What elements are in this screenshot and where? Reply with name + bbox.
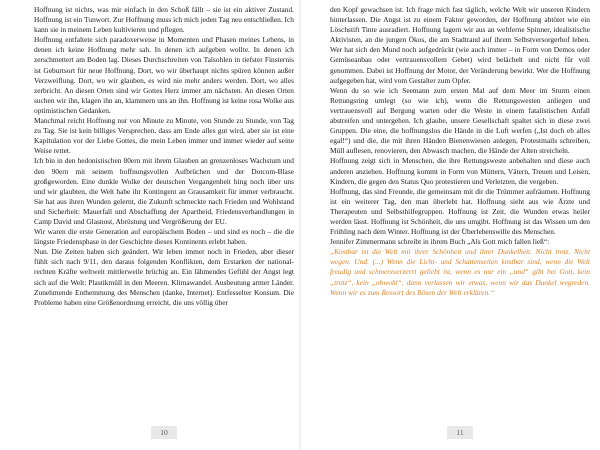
paragraph: Hoffnung ist nichts, was mir einfach in den Schoß fällt – sie ist ein aktiver Zustand. Hoffnung ist ein Tunwort. Zur Hoffnung muss ich mich jeden Tag neu entschließen. Ich kann sie in meinem Leben kultivieren und pflegen. [34, 5, 294, 35]
page-number-label: 11 [447, 426, 473, 439]
paragraph: Hoffnung, das sind Freunde, die gemeinsam mit dir die Trümmer aufräumen. Hoffnung ist ein weiterer Tag, den man überlebt hat. Hoffnung sieht aus wie Ärzte und Therapeuten und Selbsthilfegruppen. Hoffnung ist Zeit, die Wunden etwas heiler werden lässt. Hoffnung ist Schönheit, die uns umgibt. Hoffnung ist das Wissen um den Frühling nach dem Winter. Hoffnung ist der Überlebenswille des Menschen. [330, 186, 590, 237]
paragraph: den Kopf gewachsen ist. Ich frage mich fast täglich, welche Welt wir unseren Kindern hinterlassen. Die Angst ist zu einem Faktor geworden, der Hoffnung abtötet wie ein Löschstift Tinte ausradiert. Hoffnung lagern wir aus an weltferne Spinner, idealistische Aktivisten, an die jungen Ökos, die am Stadtrand auf ihrem Selbstversorgerhof leben. Wer hat sich den Mund noch aufgedrückt (wie auch immer – in Form von Demos oder Gemüseanbau oder vertrauensvollem Gebet) wird belächelt und nicht für voll genommen. Dabei ist Hoffnung der Motor, der Veränderung bewirkt. Wer die Hoffnung aufgegeben hat, wird vom Gestalter zum Opfer. [330, 5, 590, 85]
paragraph: Wir waren die erste Generation auf europäischem Boden – und sind es noch – die die längste Friedensphase in der Geschichte dieses Kontinents erlebt haben. [34, 227, 294, 247]
page-number-right [330, 426, 590, 439]
highlighted-quote: „Kostbar ist die Welt mit ihrer Schönheit und ihrer Dunkelheit. Nicht trotz. Nicht wegen. Und. (...) Wenn die Licht- und Schattenseiten kostbar sind, wenn die Welt freudig und schmerzverzerrt geliebt ist, wenn es nur ein „und“ gibt bei Gott, kein „trotz“, kein „obwohl“, dann verlassen wir etwas, wenn wir das Dunkel wegreden. Wenn wir es zum Ressort des Bösen der Welt erklären.“ [330, 247, 590, 297]
left-page [34, 5, 294, 450]
paragraph: Ich bin in den hedonistischen 80ern mit ihrem Glauben an grenzenloses Wachstum und den 90ern mit seinem hoffnungsvollen Aufbrüchen und der Dotcom-Blase großgeworden. Eine dunkle Wolke der deutschen Vergangenheit hing noch über uns und wir glaubten, die Welt habe ihr Kontingent an Grausamkeit für immer verbraucht. Sie hat aus ihren Wunden gelernt, die Zukunft schmeckte nach Frieden und Wohlstand und Sicherheit: Mauerfall und Abschaffung der Apartheid, Friedensverhandlungen in Camp David und Glasnost, Abrüstung und Vergrößerung der EU. [34, 156, 294, 226]
right-page-text [330, 5, 590, 298]
paragraph: Jennifer Zimmermann schreibt in ihrem Buch „Als Gott mich fallen ließ“: [330, 237, 550, 247]
right-page [330, 5, 590, 450]
paragraph: Manchmal reicht Hoffnung nur von Minute zu Minute, von Stunde zu Stunde, von Tag zu Tag. Sie ist kein billiges Versprechen, dass am Ende alles gut wird, aber sie ist eine Kapitulation vor der Liebe Gottes, die mein Leben immer und immer wieder auf seine Weise rettet. [34, 116, 294, 156]
page-number-left [34, 426, 294, 439]
paragraph: Hoffnung entfaltete sich paradoxerweise in Momenten und Phasen meines Lebens, in denen ich keine Hoffnung mehr sah. In denen ich aufgeben wollte. In denen ich zerschmettert am Boden lag. Dieses Durchschreiten von Talsohlen in tiefster Finsternis ist Geburtsort für neue Hoffnung. Dort, wo wir überhaupt nichts spüren können außer Verzweiflung. Dort, wo wir glauben, es wird nie mehr anders werden. Dort, wo alles zerbricht. An diesen Orten sind wir Gottes Herz immer am nächsten. An diesen Orten suchen wir ihn, klagen ihn an, klammern uns an ihn. Hoffnung ist keine rosa Wolke aus optimistischen Gedanken. [34, 35, 294, 115]
page-number-label: 10 [151, 426, 177, 439]
left-page-text [34, 5, 294, 308]
paragraph: Hoffnung zeigt sich in Menschen, die ihre Rettungsweste anbehalten und diese auch anderen anziehen. Hoffnung kommt in Form von Müttern, Vätern, Treuen und Leisen, Kindern, die gegen den Status Quo protestieren und Verletzten, die vergeben. [330, 156, 590, 186]
paragraph: Wenn du so wie ich Seemann zum ersten Mal auf dem Meer im Sturm einen Rettungsring umlegt (so wie ich), wenn die Rettungswesten anliegen und vertrauensvoll auf Bergung warten oder die Weste in einem fatalistischen Anfall abstreifen und untergehen. Ich glaube, unsere Gesellschaft spaltet sich in diese zwei Gruppen. Die eine, die hoffnungslos die Hände in die Luft werfen („Ist doch eh alles egal!“) und die, die mit ihren Händen Bienenwiesen anlegen, Protestmails schreiben, Müll auflesen, renovieren, den Abwasch machen, die Hände der Alten streicheln. [330, 85, 590, 156]
paragraph: Nun. Die Zeiten haben sich geändert. Wir leben immer noch in Frieden, aber dieser fühlt sich nach 9/11, den daraus folgenden Konflikten, dem Erstarken der national-rechten Kräfte weltweit mittlerweile brüchig an. Ein lähmendes Gefühl der Angst legt sich auf die Welt: Plastikmüll in den Meeren. Klimawandel. Ausbeutung armer Länder. Zunehmende Enthemmung des Menschen (danke, Internet). Entfesselter Konsum. Die Probleme haben eine Größenordnung erreicht, die uns völlig über [34, 247, 294, 307]
book-gutter [299, 0, 301, 450]
